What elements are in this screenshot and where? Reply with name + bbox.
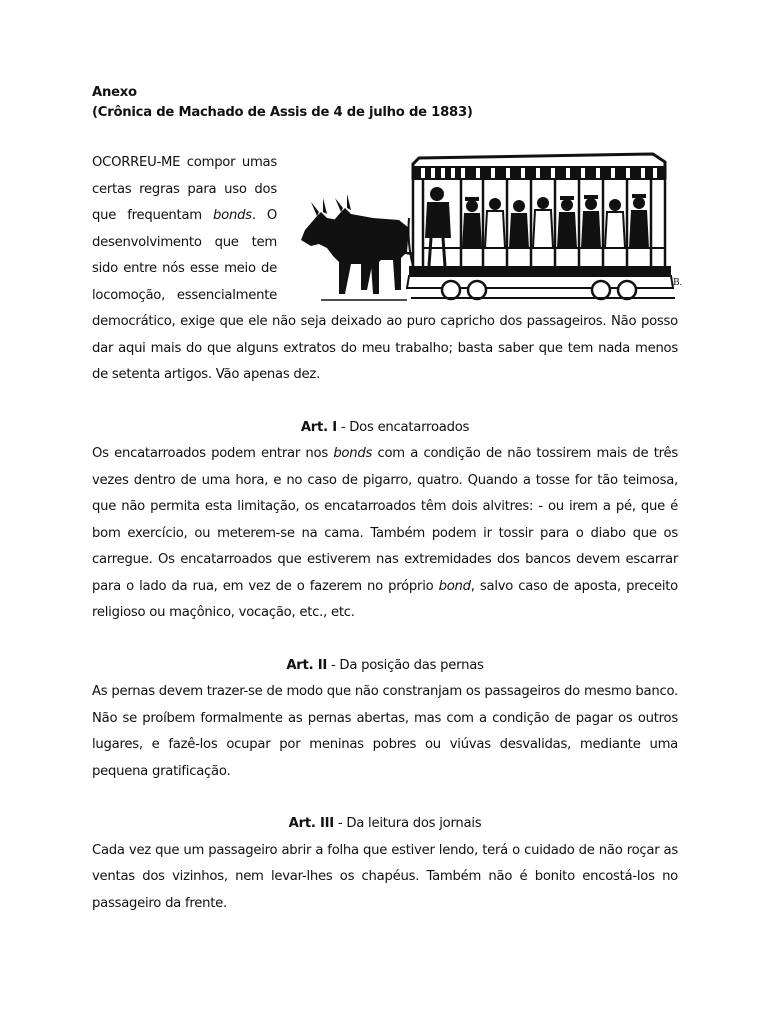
article-1-title: Art. I - Dos encatarroados [300, 419, 470, 435]
annex-subtitle: (Crônica de Machado de Assis de 4 de julho de 1883) [92, 105, 473, 120]
article-1-text: Os encatarroados podem entrar nos bonds com a condição de não tossirem mais de três vezes dentro de uma hora, e no caso de pigarro, quatro. Quando a tosse for tão teimosa, que não permita esta limitação, os encatarroados têm dois alvitres: - ou irem a pé, que é bom exercício, ou meterem-se na cama. Também podem ir tossir para o diabo que os carregue. Os encatarroados que estiverem nas extremidades dos bancos devem escarrar para o lado da rua, em vez de o fazerem no próprio bond, salvo caso de aposta, preceito religioso ou maçônico, vocação, etc., etc. [92, 446, 678, 620]
article-3-text: Cada vez que um passageiro abrir a folha que estiver lendo, terá o cuidado de não roçar as ventas dos vizinhos, nem levar-lhes os chapéus. Também não é bonito encostá-los no passageiro da frente. [92, 842, 678, 911]
article-2-title: Art. II - Da posição das pernas [286, 657, 484, 673]
intro-section [92, 150, 682, 389]
horse-drawn-tram-icon [301, 148, 686, 306]
article-2-text: As pernas devem trazer-se de modo que não constranjam os passageiros do mesmo banco. Não se proíbem formalmente as pernas abertas, mas com a condição de pagar os outros lugares, e fazê-los ocupar por meninas pobres ou viúvas desvalidas, mediante uma pequena gratificação. [92, 684, 678, 779]
annex-title: Anexo [92, 85, 137, 100]
article-3-title: Art. III - Da leitura dos jornais [288, 816, 482, 831]
illustration-signature: B. [673, 278, 682, 288]
document-page [92, 84, 682, 917]
intro-paragraph: OCORREU-ME compor umas certas regras para uso dos que frequentam bonds. O desenvolvimento que tem sido entre nós esse meio de locomoção, essencialmente democrático, exige que ele não seja deixado ao puro capricho dos passageiros. Não posso dar aqui mais do que alguns extratos do meu trabalho; basta saber que tem nada menos de setenta artigos. Vão apenas dez. [92, 155, 678, 382]
